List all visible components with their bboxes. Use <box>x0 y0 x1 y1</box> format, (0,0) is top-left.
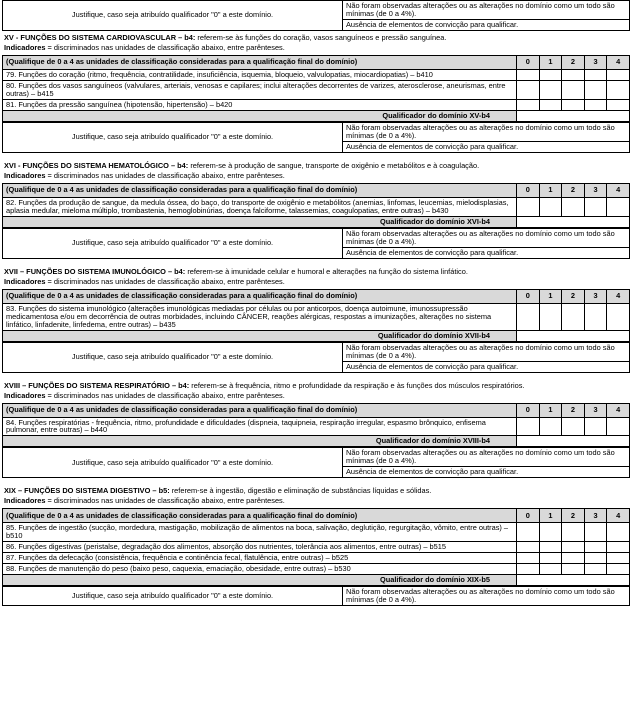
scale-header-3: 3 <box>584 55 607 69</box>
scale-header-3: 3 <box>584 183 607 197</box>
domain-qualifier-value[interactable] <box>517 330 630 341</box>
domain-section <box>2 265 630 379</box>
score-cell[interactable] <box>562 197 585 216</box>
indicators-text: = discriminados nas unidades de classificação abaixo, entre parênteses. <box>47 276 285 286</box>
scale-header-3: 3 <box>584 289 607 303</box>
scale-header-0: 0 <box>517 403 540 417</box>
table-row <box>3 303 630 330</box>
scale-header-0: 0 <box>517 509 540 523</box>
scale-header-3: 3 <box>584 403 607 417</box>
scale-header-1: 1 <box>539 183 562 197</box>
score-cell[interactable] <box>607 542 630 553</box>
option-no-alterations[interactable]: Não foram observadas alterações ou as alterações no domínio como um todo são mínimas (de 0 a 4%). <box>343 1 630 20</box>
section-name: XVII – FUNÇÕES DO SISTEMA IMUNOLÓGICO <box>4 266 166 276</box>
classification-unit: 86. Funções digestivas (peristalse, degradação dos alimentos, absorção dos nutrientes, tolerância aos alimentos, entre outras) – b515 <box>3 542 517 553</box>
score-cell[interactable] <box>562 523 585 542</box>
option-no-alterations[interactable]: Não foram observadas alterações ou as alterações no domínio como um todo são mínimas (de 0 a 4%). <box>343 448 630 467</box>
classification-unit: 82. Funções da produção de sangue, da medula óssea, do baço, do transporte de oxigênio e metabólitos (anemias, linfomas, leucemias, mielodisplasias, aplasia medular, mieloma múltiplo, trombastenia, hemoglobinúrias, doença falciforme, talassemias, coagulopatias, entre outras) – b430 <box>3 197 517 216</box>
section-title <box>2 484 630 496</box>
indicators-line <box>2 171 630 183</box>
score-cell[interactable] <box>517 553 540 564</box>
score-cell[interactable] <box>517 69 540 80</box>
justify-label: Justifique, caso seja atribuído qualificador "0" a este domínio. <box>3 587 343 606</box>
classification-table <box>2 183 630 228</box>
score-cell[interactable] <box>562 564 585 575</box>
scale-header-2: 2 <box>562 289 585 303</box>
score-cell[interactable] <box>562 80 585 99</box>
scale-header-4: 4 <box>607 403 630 417</box>
scale-header-1: 1 <box>539 403 562 417</box>
table-row <box>3 564 630 575</box>
score-cell[interactable] <box>517 80 540 99</box>
table-row <box>3 197 630 216</box>
score-cell[interactable] <box>607 417 630 436</box>
section-code: – b4: <box>171 160 189 170</box>
table-header: (Qualifique de 0 a 4 as unidades de classificação consideradas para a qualificação final do domínio) <box>3 403 517 417</box>
domain-section <box>2 484 630 606</box>
justify-label: Justifique, caso seja atribuído qualificador "0" a este domínio. <box>3 342 343 372</box>
score-cell[interactable] <box>539 417 562 436</box>
domain-qualifier-label: Qualificador do domínio XVII-b4 <box>3 330 517 341</box>
option-no-evidence[interactable]: Ausência de elementos de convicção para qualificar. <box>343 247 630 258</box>
score-cell[interactable] <box>562 542 585 553</box>
justify-table <box>2 342 630 373</box>
scale-header-2: 2 <box>562 403 585 417</box>
domain-qualifier-value[interactable] <box>517 216 630 227</box>
justify-label: Justifique, caso seja atribuído qualificador "0" a este domínio. <box>3 448 343 478</box>
section-description: referem-se à ingestão, digestão e eliminação de substâncias líquidas e sólidas. <box>171 486 432 496</box>
score-cell[interactable] <box>584 553 607 564</box>
classification-unit: 88. Funções de manutenção do peso (baixo peso, caquexia, emaciação, obesidade, entre outras) – b530 <box>3 564 517 575</box>
classification-unit: 85. Funções de ingestão (sucção, mordedura, mastigação, mobilização de alimentos na boca, salivação, deglutição, regurgitação, vômito, entre outras) – b510 <box>3 523 517 542</box>
scale-header-0: 0 <box>517 55 540 69</box>
score-cell[interactable] <box>607 80 630 99</box>
section-title <box>2 31 630 43</box>
table-row <box>3 542 630 553</box>
section-title <box>2 379 630 391</box>
domain-qualifier-value[interactable] <box>517 110 630 121</box>
score-cell[interactable] <box>517 303 540 330</box>
classification-unit: 80. Funções dos vasos sanguíneos (valvulares, arteriais, venosas e capilares; inclui alterações decorrentes de varizes, aterosclerose, aneurismas, entre outras) – b415 <box>3 80 517 99</box>
indicators-line <box>2 496 630 508</box>
justify-label: Justifique, caso seja atribuído qualificador "0" a este domínio. <box>3 228 343 258</box>
score-cell[interactable] <box>517 197 540 216</box>
scale-header-2: 2 <box>562 55 585 69</box>
score-cell[interactable] <box>517 523 540 542</box>
score-cell[interactable] <box>517 417 540 436</box>
option-no-alterations[interactable]: Não foram observadas alterações ou as alterações no domínio como um todo são mínimas (de 0 a 4%). <box>343 122 630 141</box>
table-row <box>3 99 630 110</box>
justify-label: Justifique, caso seja atribuído qualificador "0" a este domínio. <box>3 1 343 31</box>
domain-qualifier-label: Qualificador do domínio XIX-b5 <box>3 575 517 586</box>
table-row <box>3 69 630 80</box>
table-header: (Qualifique de 0 a 4 as unidades de classificação consideradas para a qualificação final do domínio) <box>3 289 517 303</box>
scale-header-0: 0 <box>517 183 540 197</box>
score-cell[interactable] <box>584 99 607 110</box>
score-cell[interactable] <box>539 564 562 575</box>
section-title <box>2 159 630 171</box>
score-cell[interactable] <box>607 69 630 80</box>
justify-table <box>2 447 630 478</box>
score-cell[interactable] <box>607 303 630 330</box>
option-no-evidence[interactable]: Ausência de elementos de convicção para qualificar. <box>343 19 630 30</box>
section-code: – b4: <box>171 380 190 390</box>
score-cell[interactable] <box>539 553 562 564</box>
classification-table <box>2 55 630 122</box>
score-cell[interactable] <box>562 553 585 564</box>
top-justify-table <box>2 0 630 31</box>
score-cell[interactable] <box>607 553 630 564</box>
score-cell[interactable] <box>517 99 540 110</box>
scale-header-4: 4 <box>607 289 630 303</box>
section-code: – b5: <box>152 486 170 496</box>
score-cell[interactable] <box>562 417 585 436</box>
section-name: XVIII – FUNÇÕES DO SISTEMA RESPIRATÓRIO <box>4 380 170 390</box>
score-cell[interactable] <box>517 564 540 575</box>
section-title <box>2 265 630 277</box>
score-cell[interactable] <box>539 69 562 80</box>
option-no-alterations[interactable]: Não foram observadas alterações ou as alterações no domínio como um todo são mínimas (de 0 a 4%). <box>343 342 630 361</box>
indicators-text: = discriminados nas unidades de classificação abaixo, entre parênteses. <box>47 170 285 180</box>
section-code: – b4: <box>168 266 186 276</box>
section-description: referem-se à produção de sangue, transporte de oxigênio e metabólitos e à coagulação. <box>190 160 480 170</box>
section-name: XVI - FUNÇÕES DO SISTEMA HEMATOLÓGICO <box>4 160 169 170</box>
indicators-text: = discriminados nas unidades de classificação abaixo, entre parênteses. <box>47 390 285 400</box>
justify-table <box>2 122 630 153</box>
domain-section <box>2 159 630 265</box>
scale-header-4: 4 <box>607 183 630 197</box>
indicators-text: = discriminados nas unidades de classificação abaixo, entre parênteses. <box>47 496 285 506</box>
table-row <box>3 417 630 436</box>
score-cell[interactable] <box>539 80 562 99</box>
table-header: (Qualifique de 0 a 4 as unidades de classificação consideradas para a qualificação final do domínio) <box>3 55 517 69</box>
score-cell[interactable] <box>539 542 562 553</box>
domain-section <box>2 379 630 485</box>
table-header: (Qualifique de 0 a 4 as unidades de classificação consideradas para a qualificação final do domínio) <box>3 183 517 197</box>
table-row <box>3 553 630 564</box>
classification-table <box>2 508 630 586</box>
option-no-alterations[interactable]: Não foram observadas alterações ou as alterações no domínio como um todo são mínimas (de 0 a 4%). <box>343 228 630 247</box>
classification-unit: 81. Funções da pressão sanguínea (hipotensão, hipertensão) – b420 <box>3 99 517 110</box>
scale-header-3: 3 <box>584 509 607 523</box>
section-description: referem-se à frequência, ritmo e profundidade da respiração e às funções dos músculos respiratórios. <box>191 380 525 390</box>
table-header: (Qualifique de 0 a 4 as unidades de classificação consideradas para a qualificação final do domínio) <box>3 509 517 523</box>
domain-section <box>2 31 630 159</box>
justify-label: Justifique, caso seja atribuído qualificador "0" a este domínio. <box>3 122 343 152</box>
score-cell[interactable] <box>584 523 607 542</box>
score-cell[interactable] <box>584 417 607 436</box>
domain-qualifier-value[interactable] <box>517 436 630 447</box>
domain-qualifier-label: Qualificador do domínio XVI-b4 <box>3 216 517 227</box>
score-cell[interactable] <box>584 303 607 330</box>
indicators-line <box>2 277 630 289</box>
section-description: referem-se à imunidade celular e humoral e alterações na função do sistema linfático. <box>187 266 468 276</box>
score-cell[interactable] <box>584 542 607 553</box>
section-name: XV - FUNÇÕES DO SISTEMA CARDIOVASCULAR <box>4 32 177 42</box>
justify-table <box>2 586 630 606</box>
score-cell[interactable] <box>607 99 630 110</box>
option-no-evidence[interactable]: Ausência de elementos de convicção para qualificar. <box>343 467 630 478</box>
domain-qualifier-label: Qualificador do domínio XVIII-b4 <box>3 436 517 447</box>
scale-header-1: 1 <box>539 55 562 69</box>
domain-qualifier-label: Qualificador do domínio XV-b4 <box>3 110 517 121</box>
scale-header-4: 4 <box>607 55 630 69</box>
score-cell[interactable] <box>517 542 540 553</box>
scale-header-2: 2 <box>562 183 585 197</box>
indicators-label: Indicadores <box>4 390 46 400</box>
justify-table <box>2 228 630 259</box>
section-code: – b4: <box>178 32 196 42</box>
classification-unit: 87. Funções da defecação (consistência, frequência e continência fecal, flatulência, entre outras) – b525 <box>3 553 517 564</box>
section-name: XIX – FUNÇÕES DO SISTEMA DIGESTIVO <box>4 486 151 496</box>
sections-container <box>2 31 630 606</box>
option-no-alterations[interactable]: Não foram observadas alterações ou as alterações no domínio como um todo são mínimas (de 0 a 4%). <box>343 587 630 606</box>
score-cell[interactable] <box>539 197 562 216</box>
score-cell[interactable] <box>562 69 585 80</box>
score-cell[interactable] <box>539 303 562 330</box>
scale-header-2: 2 <box>562 509 585 523</box>
scale-header-0: 0 <box>517 289 540 303</box>
score-cell[interactable] <box>584 69 607 80</box>
indicators-label: Indicadores <box>4 170 46 180</box>
classification-table <box>2 403 630 448</box>
domain-qualifier-value[interactable] <box>517 575 630 586</box>
score-cell[interactable] <box>584 197 607 216</box>
score-cell[interactable] <box>607 523 630 542</box>
score-cell[interactable] <box>539 523 562 542</box>
classification-unit: 79. Funções do coração (ritmo, frequência, contratilidade, insuficiência, isquemia, bloqueio, valvulopatias, miocardiopatias) – b410 <box>3 69 517 80</box>
score-cell[interactable] <box>539 99 562 110</box>
score-cell[interactable] <box>562 303 585 330</box>
classification-unit: 84. Funções respiratórias - frequência, ritmo, profundidade e dificuldades (dispneia, taquipneia, respiração irregular, espasmo brônquico, enfisema pulmonar, entre outras) – b440 <box>3 417 517 436</box>
classification-table <box>2 289 630 342</box>
indicators-line <box>2 391 630 403</box>
score-cell[interactable] <box>562 99 585 110</box>
indicators-text: = discriminados nas unidades de classificação abaixo, entre parênteses. <box>47 42 285 52</box>
section-description: referem-se às funções do coração, vasos sanguíneos e pressão sanguínea. <box>197 32 447 42</box>
indicators-line <box>2 43 630 55</box>
scale-header-1: 1 <box>539 509 562 523</box>
form-sheet <box>2 0 630 606</box>
scale-header-4: 4 <box>607 509 630 523</box>
indicators-label: Indicadores <box>4 496 46 506</box>
score-cell[interactable] <box>607 197 630 216</box>
option-no-evidence[interactable]: Ausência de elementos de convicção para qualificar. <box>343 141 630 152</box>
scale-header-1: 1 <box>539 289 562 303</box>
score-cell[interactable] <box>584 564 607 575</box>
table-row <box>3 523 630 542</box>
option-no-evidence[interactable]: Ausência de elementos de convicção para qualificar. <box>343 361 630 372</box>
score-cell[interactable] <box>607 564 630 575</box>
indicators-label: Indicadores <box>4 42 46 52</box>
classification-unit: 83. Funções do sistema imunológico (alterações imunológicas mediadas por células ou por anticorpos, doença autoimune, imunossupressão medicamentosa e/ou em decorrência de outras morbidades, incluindo CÂNCER, reações alérgicas, respostas a imunizações, alterações no sistema linfático, linfadenite, linfedema, entre outras) – b435 <box>3 303 517 330</box>
table-row <box>3 80 630 99</box>
indicators-label: Indicadores <box>4 276 46 286</box>
score-cell[interactable] <box>584 80 607 99</box>
